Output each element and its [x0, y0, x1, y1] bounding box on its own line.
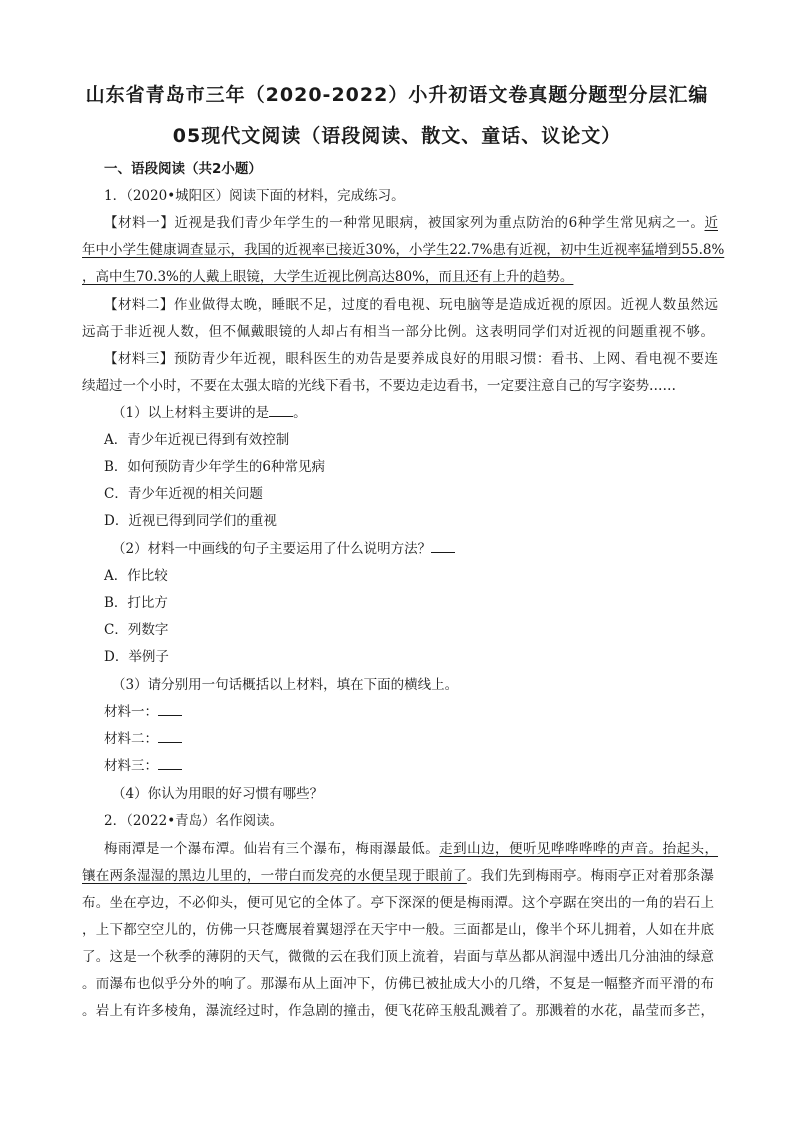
sub-question-2: [112, 540, 455, 558]
passage-text: 梅雨潭是一个瀑布潭。仙岩有三个瀑布，梅雨瀑最低。: [104, 841, 440, 857]
document-subtitle: 05现代文阅读（语段阅读、散文、童话、议论文）: [172, 125, 622, 147]
answer-blank[interactable]: [431, 540, 455, 553]
material-summary-2: [104, 730, 182, 748]
option-c[interactable]: C．列数字: [104, 622, 169, 638]
passage-underline: 镶在两条湿湿的黑边儿里的，一带白而发亮的水便呈现于眼前了: [82, 868, 467, 884]
material-1-underline-mid: 年中小学生健康调查显示，我国的近视率已接近30%，小学生22.7%患有近视，初中生近视率猛增到55.8%: [82, 242, 725, 258]
material-1-underline-end: ，高中生70.3%的人戴上眼镜，大学生近视比例高达80%，而且还有上升的趋势。: [82, 269, 574, 285]
question-1-intro: 1．（2020•城阳区）阅读下面的材料，完成练习。: [104, 188, 405, 204]
passage-line-2: [82, 867, 714, 885]
answer-blank[interactable]: [158, 730, 182, 743]
material-summary-1: [104, 703, 182, 721]
summary-label: 材料一：: [104, 704, 158, 720]
material-1-text: 【材料一】近视是我们青少年学生的一种常见眼病，被国家列为重点防治的6种学生常见病之一。: [104, 215, 705, 231]
document-title: 山东省青岛市三年（2020-2022）小升初语文卷真题分题型分层汇编: [85, 84, 709, 106]
option-c[interactable]: C．青少年近视的相关问题: [104, 486, 263, 502]
option-a[interactable]: A．作比较: [104, 568, 168, 584]
answer-blank[interactable]: [269, 404, 293, 417]
passage-line-6: 。而瀑布也似乎分外的响了。那瀑布从上面冲下，仿佛已被扯成大小的几绺，不复是一幅整齐而平滑的布: [82, 976, 714, 992]
question-2-intro: 2．（2022•青岛）名作阅读。: [104, 813, 284, 829]
material-2-line-2: 远高于非近视人数，但不佩戴眼镜的人却占有相当一部分比例。这表明同学们对近视的问题重视不够。: [82, 324, 714, 340]
material-1-line-2: [82, 241, 725, 259]
answer-blank[interactable]: [158, 757, 182, 770]
sub-question-2-text: （2）材料一中画线的句子主要运用了什么说明方法？: [112, 541, 432, 557]
passage-line-7: 。岩上有许多棱角，瀑流经过时，作急剧的撞击，便飞花碎玉般乱溅着了。那溅着的水花，晶莹而多芒，: [82, 1003, 714, 1019]
passage-line-5: 了。这是一个秋季的薄阴的天气，微微的云在我们顶上流着，岩面与草丛都从润湿中透出几分油油的绿意: [82, 949, 714, 965]
sub-question-4: （4）你认为用眼的好习惯有哪些？: [112, 786, 324, 802]
sub-question-1-end: 。: [293, 405, 307, 421]
sub-question-3: （3）请分别用一句话概括以上材料，填在下面的横线上。: [112, 677, 459, 693]
material-3-line-1: 【材料三】预防青少年近视，眼科医生的劝告是要养成良好的用眼习惯：看书、上网、看电视不要连: [104, 351, 718, 367]
material-2-line-1: 【材料二】作业做得太晚，睡眠不足，过度的看电视、玩电脑等是造成近视的原因。近视人数虽然远: [104, 297, 718, 313]
passage-line-1: [104, 840, 718, 858]
material-3-line-2: 续超过一个小时，不要在太强太暗的光线下看书，不要边走边看书，一定要注意自己的写字姿势……: [82, 378, 676, 394]
option-a[interactable]: A．青少年近视已得到有效控制: [104, 432, 290, 448]
sub-question-1: [112, 404, 307, 422]
option-b[interactable]: B．如何预防青少年学生的6种常见病: [104, 459, 326, 475]
passage-underline: 走到山边，便听见哗哗哗哗的声音。抬起头，: [439, 841, 719, 857]
summary-label: 材料三：: [104, 758, 158, 774]
sub-question-1-text: （1）以上材料主要讲的是: [112, 405, 270, 421]
material-1-underline-start: 近: [704, 215, 718, 231]
summary-label: 材料二：: [104, 731, 158, 747]
passage-line-4: ，上下都空空儿的，仿佛一只苍鹰展着翼翅浮在天宇中一般。三面都是山，像半个环儿拥着，人如在井底: [82, 922, 714, 938]
option-b[interactable]: B．打比方: [104, 595, 168, 611]
section-heading: 一、语段阅读（共2小题）: [104, 161, 262, 177]
material-1-line-1: [104, 214, 718, 232]
passage-text: 。我们先到梅雨亭。梅雨亭正对着那条瀑: [466, 868, 714, 884]
option-d[interactable]: D．近视已得到同学们的重视: [104, 513, 277, 529]
material-1-line-3: [82, 268, 573, 286]
passage-line-3: 布。坐在亭边，不必仰头，便可见它的全体了。亭下深深的便是梅雨潭。这个亭踞在突出的一角的岩石上: [82, 895, 714, 911]
option-d[interactable]: D．举例子: [104, 649, 169, 665]
material-summary-3: [104, 757, 182, 775]
answer-blank[interactable]: [158, 703, 182, 716]
